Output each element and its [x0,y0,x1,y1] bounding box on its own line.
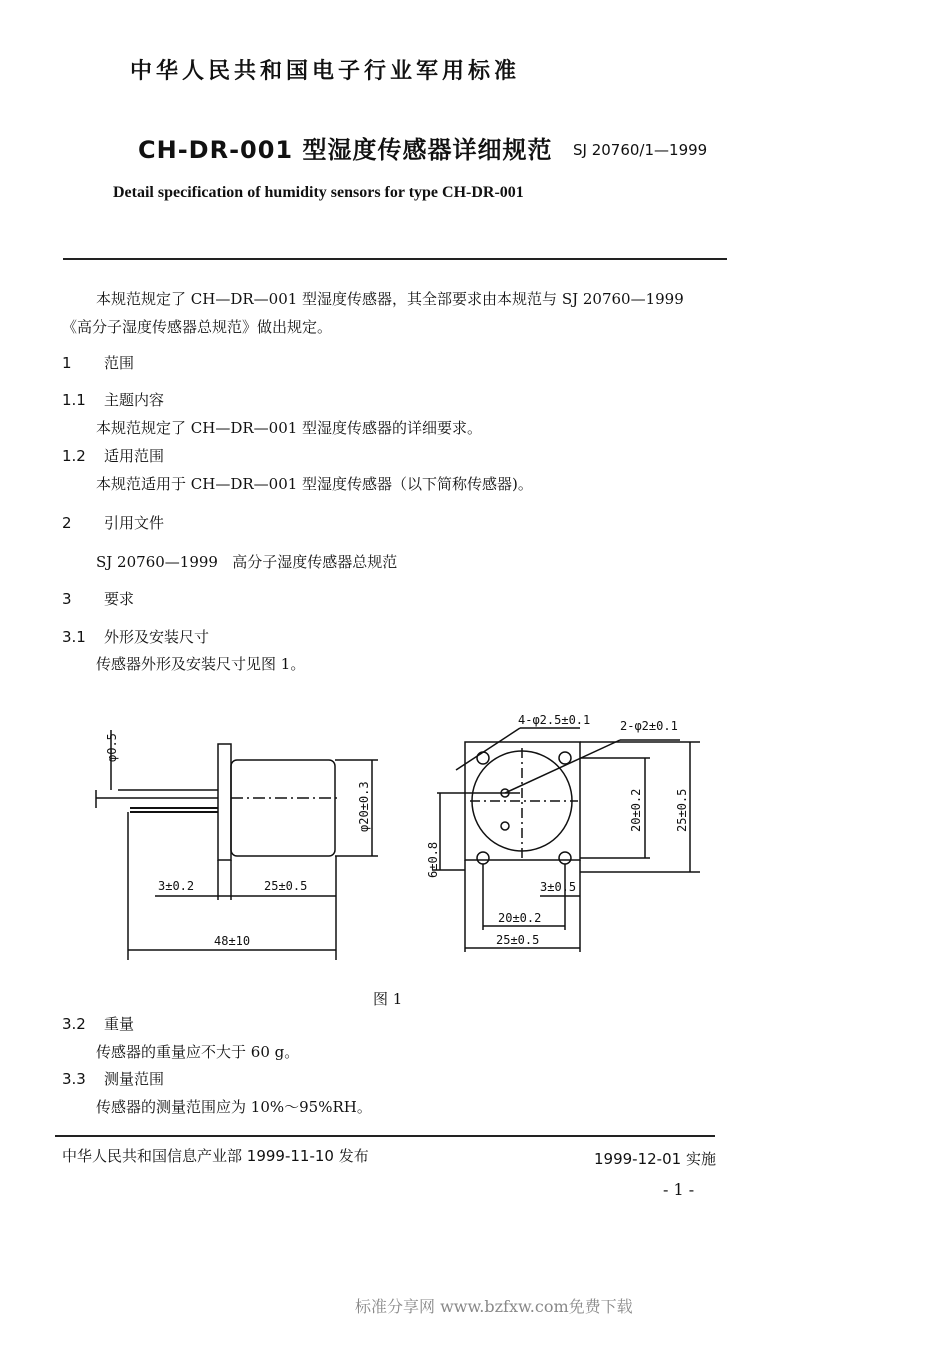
section-number: 3.1 [62,628,86,646]
section-3-2-heading [62,1013,134,1034]
dim-total-length: 48±10 [214,934,251,948]
leader-line [505,740,620,793]
section-1-1-heading [62,389,164,410]
section-3-heading [62,588,134,609]
section-1-2-heading [62,445,164,466]
dim-hole-pitch-v: 20±0.2 [629,788,643,832]
dim-flange: 3±0.2 [158,879,195,893]
dim-edge: 3±0.5 [540,880,577,894]
section-number: 1.2 [62,447,86,465]
header-rule [63,258,727,260]
section-number: 2 [62,514,72,532]
standard-code: SJ 20760/1—1999 [573,141,708,159]
section-title: 范围 [104,354,135,372]
section-number: 1.1 [62,391,86,409]
footer-rule [55,1135,715,1137]
section-1-1-text: 本规范规定了 CH—DR—001 型湿度传感器的详细要求。 [96,419,483,437]
figure-1-drawing [0,700,950,980]
standard-header: 中华人民共和国电子行业军用标准 [130,59,521,84]
section-2-heading [62,512,164,533]
section-number: 3.2 [62,1015,86,1033]
section-title: 要求 [104,590,135,608]
section-title: 重量 [104,1015,135,1033]
section-3-2-text: 传感器的重量应不大于 60 g。 [96,1043,300,1061]
section-title: 测量范围 [104,1070,165,1088]
sensor-flange [218,744,231,860]
dim-body-length: 25±0.5 [264,879,308,893]
section-1-2-text: 本规范适用于 CH—DR—001 型湿度传感器（以下简称传感器)。 [96,475,533,493]
intro-line-1: 本规范规定了 CH—DR—001 型湿度传感器，其全部要求由本规范与 SJ 20760—1999 [96,290,684,308]
section-3-3-heading [62,1068,164,1089]
dim-offset-v: 6±0.8 [426,841,440,878]
watermark-text: 标准分享网 www.bzfxw.com免费下载 [355,1297,633,1316]
section-3-1-heading [62,626,209,647]
section-title: 引用文件 [104,514,165,532]
mounting-hole [477,752,489,764]
dim-square-v: 25±0.5 [675,788,689,832]
section-number: 3.3 [62,1070,86,1088]
section-1-heading [62,352,134,373]
effective-date: 1999-12-01 实施 [594,1150,716,1168]
page-number: - 1 - [663,1180,695,1199]
dim-holes-2: 2-φ2±0.1 [620,719,678,733]
section-number: 1 [62,354,72,372]
section-title: 外形及安装尺寸 [104,628,210,646]
dim-square-h: 25±0.5 [496,933,540,947]
section-3-3-text: 传感器的测量范围应为 10%～95%RH。 [96,1098,372,1116]
section-title: 适用范围 [104,447,165,465]
sensor-body [231,760,335,856]
section-title: 主题内容 [104,391,165,409]
intro-line-2: 《高分子湿度传感器总规范》做出规定。 [62,318,333,336]
figure-caption: 图 1 [373,990,403,1008]
lead-hole [501,822,509,830]
dim-holes-4: 4-φ2.5±0.1 [518,713,591,727]
document-title: CH-DR-001 型湿度传感器详细规范 [138,136,553,164]
issue-line: 中华人民共和国信息产业部 1999-11-10 发布 [62,1147,369,1165]
mounting-hole [559,852,571,864]
section-3-1-text: 传感器外形及安装尺寸见图 1。 [96,655,306,673]
dim-body-dia: φ20±0.3 [357,781,371,832]
section-2-reference: SJ 20760—1999 高分子湿度传感器总规范 [96,553,398,571]
mounting-hole [477,852,489,864]
document-title-english: Detail specification of humidity sensors for type CH-DR-001 [113,184,524,201]
dim-hole-pitch-h: 20±0.2 [498,911,542,925]
section-number: 3 [62,590,72,608]
mounting-hole [559,752,571,764]
dim-lead-dia: φ0.5 [105,733,119,762]
